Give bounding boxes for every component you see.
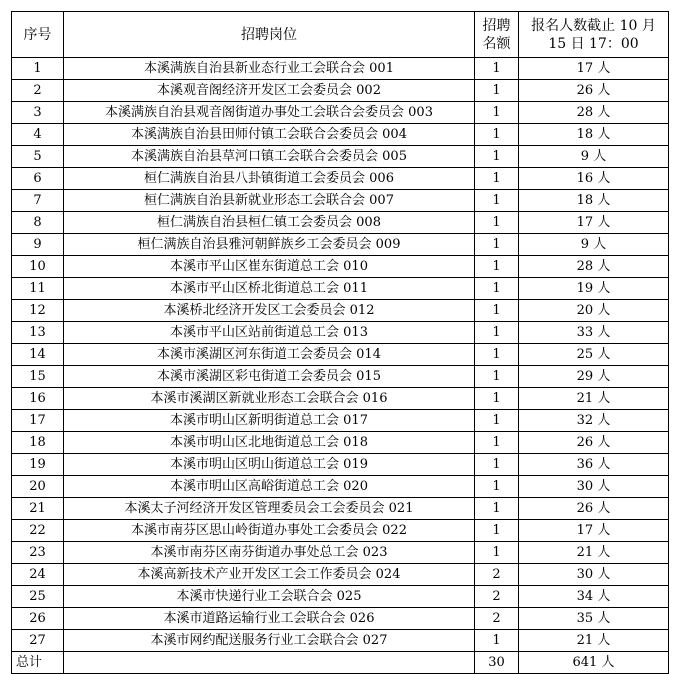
row-count-cell: 1	[475, 542, 519, 564]
table-row	[12, 234, 669, 256]
row-no-cell: 13	[12, 322, 64, 344]
row-no-cell: 23	[12, 542, 64, 564]
row-applicants-cell: 26 人	[519, 432, 669, 454]
row-applicants-cell: 9 人	[519, 146, 669, 168]
table-row	[12, 476, 669, 498]
row-no-cell: 5	[12, 146, 64, 168]
row-no-cell: 10	[12, 256, 64, 278]
table-row	[12, 366, 669, 388]
header-applicants-line2: 15 日 17：00	[548, 35, 639, 52]
table-row	[12, 432, 669, 454]
row-no-cell: 24	[12, 564, 64, 586]
total-position	[64, 652, 475, 674]
row-position-cell: 本溪市道路运输行业工会联合会 026	[64, 608, 475, 630]
table-row	[12, 520, 669, 542]
row-applicants-cell: 17 人	[519, 520, 669, 542]
table-row	[12, 498, 669, 520]
row-applicants-cell: 21 人	[519, 388, 669, 410]
row-count-cell: 2	[475, 586, 519, 608]
row-applicants-cell: 16 人	[519, 168, 669, 190]
table-row	[12, 58, 669, 80]
row-count-cell: 1	[475, 498, 519, 520]
row-applicants-cell: 32 人	[519, 410, 669, 432]
row-applicants-cell: 20 人	[519, 300, 669, 322]
row-count-cell: 1	[475, 454, 519, 476]
row-count-cell: 1	[475, 278, 519, 300]
row-no-cell: 26	[12, 608, 64, 630]
row-applicants-cell: 21 人	[519, 630, 669, 652]
row-count-cell: 2	[475, 564, 519, 586]
total-label: 总计	[12, 652, 64, 674]
recruitment-table	[11, 11, 669, 674]
row-count-cell: 1	[475, 168, 519, 190]
table-row	[12, 300, 669, 322]
row-position-cell: 本溪市平山区站前街道总工会 013	[64, 322, 475, 344]
row-applicants-cell: 36 人	[519, 454, 669, 476]
row-position-cell: 本溪市明山区北地街道总工会 018	[64, 432, 475, 454]
table-row	[12, 344, 669, 366]
row-position-cell: 本溪观音阁经济开发区工会委员会 002	[64, 80, 475, 102]
table-row	[12, 630, 669, 652]
row-count-cell: 1	[475, 234, 519, 256]
table-row	[12, 322, 669, 344]
row-no-cell: 3	[12, 102, 64, 124]
row-position-cell: 本溪市南芬区思山岭街道办事处工会委员会 022	[64, 520, 475, 542]
row-applicants-cell: 9 人	[519, 234, 669, 256]
header-count	[475, 12, 519, 58]
row-applicants-cell: 28 人	[519, 102, 669, 124]
header-count-line2: 名额	[482, 35, 511, 52]
table-footer	[12, 652, 669, 674]
row-no-cell: 22	[12, 520, 64, 542]
row-applicants-cell: 21 人	[519, 542, 669, 564]
row-count-cell: 1	[475, 630, 519, 652]
row-position-cell: 本溪市明山区明山街道总工会 019	[64, 454, 475, 476]
row-applicants-cell: 18 人	[519, 190, 669, 212]
table-row	[12, 542, 669, 564]
row-position-cell: 桓仁满族自治县桓仁镇工会委员会 008	[64, 212, 475, 234]
table-row	[12, 168, 669, 190]
row-no-cell: 20	[12, 476, 64, 498]
row-count-cell: 1	[475, 322, 519, 344]
row-applicants-cell: 26 人	[519, 498, 669, 520]
row-no-cell: 15	[12, 366, 64, 388]
row-applicants-cell: 25 人	[519, 344, 669, 366]
row-count-cell: 1	[475, 212, 519, 234]
row-position-cell: 本溪满族自治县田师付镇工会联合会委员会 004	[64, 124, 475, 146]
row-no-cell: 14	[12, 344, 64, 366]
table-row	[12, 564, 669, 586]
row-no-cell: 19	[12, 454, 64, 476]
table-row	[12, 212, 669, 234]
row-position-cell: 本溪市网约配送服务行业工会联合会 027	[64, 630, 475, 652]
row-applicants-cell: 28 人	[519, 256, 669, 278]
total-row	[12, 652, 669, 674]
table-header	[12, 12, 669, 58]
row-position-cell: 本溪桥北经济开发区工会委员会 012	[64, 300, 475, 322]
header-count-line1: 招聘	[482, 17, 511, 34]
row-no-cell: 2	[12, 80, 64, 102]
table-row	[12, 278, 669, 300]
row-position-cell: 本溪市平山区崔东街道总工会 010	[64, 256, 475, 278]
header-applicants	[519, 12, 669, 58]
row-applicants-cell: 17 人	[519, 58, 669, 80]
row-no-cell: 27	[12, 630, 64, 652]
row-position-cell: 桓仁满族自治县雅河朝鲜族乡工会委员会 009	[64, 234, 475, 256]
row-count-cell: 1	[475, 58, 519, 80]
header-position: 招聘岗位	[64, 12, 475, 58]
row-count-cell: 2	[475, 608, 519, 630]
row-applicants-cell: 26 人	[519, 80, 669, 102]
row-count-cell: 1	[475, 432, 519, 454]
table-row	[12, 410, 669, 432]
row-no-cell: 6	[12, 168, 64, 190]
row-no-cell: 4	[12, 124, 64, 146]
row-position-cell: 本溪太子河经济开发区管理委员会工会委员会 021	[64, 498, 475, 520]
row-no-cell: 8	[12, 212, 64, 234]
table-row	[12, 102, 669, 124]
total-count: 30	[475, 652, 519, 674]
header-no: 序号	[12, 12, 64, 58]
row-count-cell: 1	[475, 410, 519, 432]
row-applicants-cell: 29 人	[519, 366, 669, 388]
row-count-cell: 1	[475, 476, 519, 498]
header-row	[12, 12, 669, 58]
row-applicants-cell: 35 人	[519, 608, 669, 630]
row-position-cell: 本溪市南芬区南芬街道办事处总工会 023	[64, 542, 475, 564]
row-no-cell: 11	[12, 278, 64, 300]
table-row	[12, 454, 669, 476]
row-position-cell: 本溪市明山区新明街道总工会 017	[64, 410, 475, 432]
row-no-cell: 7	[12, 190, 64, 212]
table-row	[12, 80, 669, 102]
row-position-cell: 本溪满族自治县观音阁街道办事处工会联合会委员会 003	[64, 102, 475, 124]
row-count-cell: 1	[475, 190, 519, 212]
row-position-cell: 本溪满族自治县新业态行业工会联合会 001	[64, 58, 475, 80]
row-no-cell: 25	[12, 586, 64, 608]
row-no-cell: 18	[12, 432, 64, 454]
row-position-cell: 本溪市明山区高峪街道总工会 020	[64, 476, 475, 498]
row-no-cell: 1	[12, 58, 64, 80]
header-applicants-line1: 报名人数截止 10 月	[531, 17, 656, 34]
row-no-cell: 12	[12, 300, 64, 322]
table-row	[12, 256, 669, 278]
row-position-cell: 桓仁满族自治县八卦镇街道工会委员会 006	[64, 168, 475, 190]
table-row	[12, 586, 669, 608]
row-count-cell: 1	[475, 344, 519, 366]
row-no-cell: 21	[12, 498, 64, 520]
row-no-cell: 9	[12, 234, 64, 256]
table-row	[12, 146, 669, 168]
row-applicants-cell: 33 人	[519, 322, 669, 344]
row-count-cell: 1	[475, 388, 519, 410]
row-no-cell: 17	[12, 410, 64, 432]
row-applicants-cell: 18 人	[519, 124, 669, 146]
row-position-cell: 本溪市平山区桥北街道总工会 011	[64, 278, 475, 300]
table-row	[12, 388, 669, 410]
row-position-cell: 桓仁满族自治县新就业形态工会联合会 007	[64, 190, 475, 212]
row-applicants-cell: 30 人	[519, 476, 669, 498]
row-applicants-cell: 30 人	[519, 564, 669, 586]
row-position-cell: 本溪市溪湖区彩屯街道工会委员会 015	[64, 366, 475, 388]
table-row	[12, 190, 669, 212]
row-count-cell: 1	[475, 256, 519, 278]
row-applicants-cell: 19 人	[519, 278, 669, 300]
row-applicants-cell: 34 人	[519, 586, 669, 608]
row-count-cell: 1	[475, 124, 519, 146]
table-body	[12, 58, 669, 652]
row-position-cell: 本溪满族自治县草河口镇工会联合会委员会 005	[64, 146, 475, 168]
row-count-cell: 1	[475, 146, 519, 168]
row-count-cell: 1	[475, 80, 519, 102]
row-applicants-cell: 17 人	[519, 212, 669, 234]
table-row	[12, 124, 669, 146]
total-applicants: 641 人	[519, 652, 669, 674]
row-no-cell: 16	[12, 388, 64, 410]
row-position-cell: 本溪市快递行业工会联合会 025	[64, 586, 475, 608]
row-count-cell: 1	[475, 520, 519, 542]
row-position-cell: 本溪高新技术产业开发区工会工作委员会 024	[64, 564, 475, 586]
row-count-cell: 1	[475, 300, 519, 322]
row-position-cell: 本溪市溪湖区新就业形态工会联合会 016	[64, 388, 475, 410]
table-row	[12, 608, 669, 630]
row-count-cell: 1	[475, 102, 519, 124]
row-count-cell: 1	[475, 366, 519, 388]
row-position-cell: 本溪市溪湖区河东街道工会委员会 014	[64, 344, 475, 366]
